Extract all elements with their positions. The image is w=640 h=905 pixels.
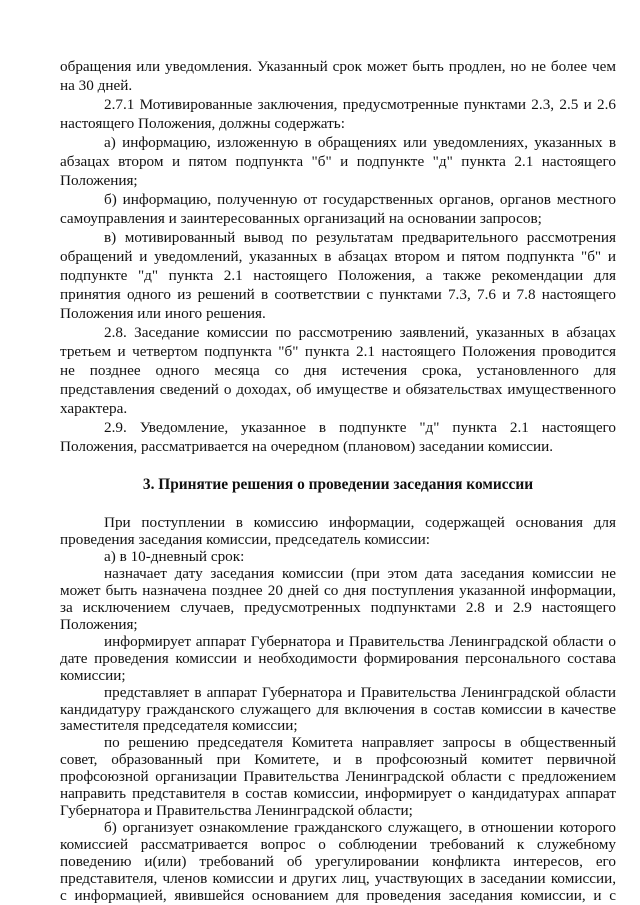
text-line: самоуправления и заинтересованных организаций на основании запросов; [60, 210, 542, 227]
text-line: комиссией рассматривается вопрос о соблюдении требований к служебному [60, 836, 616, 854]
text-line: направить представителя в состав комиссии, информирует о кандидатурах аппарат [60, 785, 616, 803]
text-line: профсоюзной организации Правительства Ленинградской области с предложением [60, 768, 616, 786]
text-line: Губернатора и Правительства Ленинградской области; [60, 802, 413, 820]
text-line: принятия одного из решений в соответствии с пунктами 7.3, 7.6 и 7.8 настоящего [60, 286, 616, 303]
text-line: б) организует ознакомление гражданского служащего, в отношении которого [104, 819, 616, 837]
text-line: совет, образованный при Комитете, и в профсоюзный комитет первичной [60, 751, 616, 769]
text-line: б) информацию, полученную от государственных органов, органов местного [104, 191, 616, 208]
text-line: проведения заседания комиссии, председатель комиссии: [60, 530, 430, 548]
text-line: обращений и уведомлений, указанных в абзацах втором и пятом подпункта "б" и [60, 248, 616, 265]
text-line: заместителя председателя комиссии; [60, 717, 298, 735]
text-line: 2.9. Уведомление, указанное в подпункте "д" пункта 2.1 настоящего [104, 419, 616, 436]
text-line: информирует аппарат Губернатора и Правительства Ленинградской области о [104, 632, 616, 650]
text-line: комиссии; [60, 666, 126, 684]
text-line: поведению и(или) требований об урегулировании конфликта интересов, его [60, 853, 616, 871]
text-line: назначает дату заседания комиссии (при этом дата заседания комиссии не [104, 564, 616, 582]
text-line: подпункте "д" пункта 2.1 настоящего Положения, а также рекомендации для [60, 267, 616, 284]
text-line: 2.8. Заседание комиссии по рассмотрению заявлений, указанных в абзацах [104, 324, 616, 341]
text-line: по решению председателя Комитета направляет запросы в общественный [104, 734, 616, 752]
text-line: а) в 10-дневный срок: [104, 547, 245, 565]
text-line: 2.7.1 Мотивированные заключения, предусмотренные пунктами 2.3, 2.5 и 2.6 [104, 96, 616, 113]
text-line: дате проведения комиссии и необходимости формирования персонального состава [60, 649, 616, 667]
text-line: Положения, рассматривается на очередном (плановом) заседании комиссии. [60, 438, 554, 455]
text-line: Положения; [60, 615, 138, 633]
text-line: на 30 дней. [60, 77, 133, 94]
text-line: за исключением случаев, предусмотренных подпунктами 2.8 и 2.9 настоящего [60, 598, 616, 616]
text-line: При поступлении в комиссию информации, содержащей основания для [104, 514, 616, 531]
section-heading: 3. Принятие решения о проведении заседания комиссии [142, 476, 534, 493]
text-line: а) информацию, изложенную в обращениях или уведомлениях, указанных в [104, 134, 616, 151]
text-line: не позднее одного месяца со дня истечения срока, установленного для [60, 362, 616, 379]
text-line: представителя, членов комиссии и других лиц, участвующих в заседании комиссии, [60, 870, 616, 888]
text-line: кандидатуру гражданского служащего для включения в состав комиссии в качестве [60, 700, 616, 718]
text-line: в) мотивированный вывод по результатам предварительного рассмотрения [104, 229, 616, 246]
text-line: обращения или уведомления. Указанный срок может быть продлен, но не более чем [60, 58, 616, 75]
text-line: абзацах втором и пятом подпункта "б" и подпункте "д" пункта 2.1 настоящего [60, 153, 616, 170]
text-line: характера. [60, 400, 128, 417]
text-line: Положения или иного решения. [60, 305, 266, 322]
text-line: с информацией, явившейся основанием для проведения заседания комиссии, и с [60, 887, 616, 904]
text-line: представления сведений о доходах, об имуществе и обязательствах имущественного [60, 381, 616, 398]
text-line: третьем и четвертом подпункта "б" пункта 2.1 настоящего Положения проводится [60, 343, 616, 360]
text-line: представляет в аппарат Губернатора и Правительства Ленинградской области [104, 683, 616, 701]
text-line: Положения; [60, 172, 138, 189]
text-line: может быть назначена позднее 20 дней со дня поступления указанной информации, [60, 581, 616, 599]
text-line: настоящего Положения, должны содержать: [60, 115, 345, 132]
